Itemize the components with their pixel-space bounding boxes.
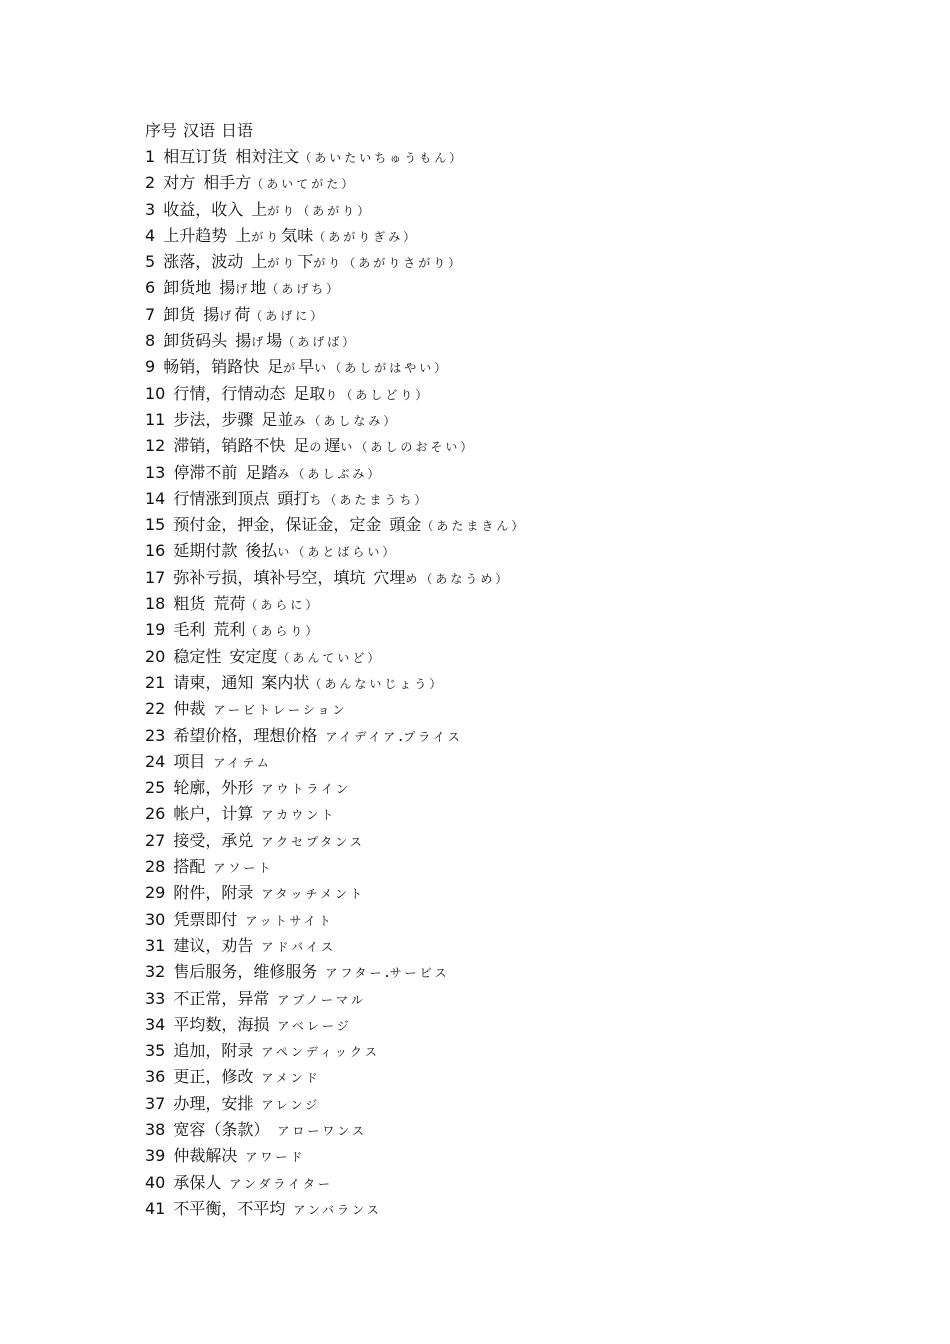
row-japanese-term: アウトライン	[261, 782, 352, 797]
row-number: 40	[145, 1172, 166, 1192]
row-number: 30	[145, 909, 166, 929]
row-number: 1	[145, 147, 156, 166]
glossary-row	[145, 775, 905, 801]
row-number: 14	[145, 488, 166, 508]
glossary-row	[145, 1091, 905, 1117]
row-chinese-term: 弥补亏损，填补号空，填坑	[173, 567, 366, 587]
row-japanese-term: アベレージ	[277, 1018, 352, 1033]
row-chinese-term: 涨落，波动	[163, 252, 244, 272]
row-number: 11	[145, 409, 166, 429]
row-number: 17	[145, 567, 166, 587]
row-chinese-term: 项目	[173, 751, 206, 771]
row-chinese-term: 卸货	[163, 304, 196, 324]
row-japanese-term: アンダライター	[229, 1176, 334, 1191]
glossary-row	[145, 486, 905, 512]
row-chinese-term: 滞销，销路不快	[173, 436, 286, 456]
row-japanese-term: アワード	[245, 1150, 306, 1165]
row-chinese-term: 行情，行情动态	[173, 383, 286, 403]
row-chinese-term: 步法，步骤	[173, 409, 254, 429]
row-number: 37	[145, 1093, 166, 1113]
row-number: 27	[145, 830, 166, 850]
row-chinese-term: 售后服务，维修服务	[173, 962, 318, 982]
row-number: 33	[145, 988, 166, 1008]
glossary-row	[145, 880, 905, 906]
row-number: 16	[145, 541, 166, 561]
row-chinese-term: 接受，承兑	[173, 830, 254, 850]
row-japanese-term: 上がり下がり（あがりさがり）	[251, 252, 464, 272]
glossary-row	[145, 907, 905, 933]
glossary-row	[145, 696, 905, 722]
header-col-chinese: 汉语	[183, 121, 216, 140]
row-japanese-term: アフター.サービス	[325, 962, 450, 982]
row-chinese-term: 畅销，销路快	[163, 357, 260, 377]
row-japanese-term: アタッチメント	[261, 887, 366, 902]
row-number: 23	[145, 725, 166, 745]
row-number: 10	[145, 383, 166, 403]
row-japanese-term: 荒利（あらり）	[213, 620, 321, 640]
row-chinese-term: 延期付款	[173, 541, 238, 561]
row-japanese-term: 揚げ荷（あげに）	[203, 304, 326, 324]
row-number: 18	[145, 594, 166, 614]
row-chinese-term: 承保人	[173, 1172, 222, 1192]
glossary-row	[145, 328, 905, 354]
glossary-row	[145, 1196, 905, 1222]
row-japanese-term: 足が早い（あしがはやい）	[267, 357, 450, 377]
row-number: 15	[145, 515, 166, 535]
row-japanese-term: アブノーマル	[277, 992, 367, 1007]
row-chinese-term: 建议，劝告	[173, 935, 254, 955]
row-chinese-term: 凭票即付	[173, 909, 238, 929]
glossary-row	[145, 144, 905, 170]
row-chinese-term: 仲裁	[173, 699, 206, 719]
row-number: 7	[145, 304, 156, 324]
row-chinese-term: 相互订货	[163, 147, 228, 166]
row-chinese-term: 不正常，异常	[173, 988, 270, 1008]
header-col-japanese: 日语	[221, 121, 254, 140]
row-chinese-term: 粗货	[173, 594, 206, 614]
row-japanese-term: 穴埋め（あなうめ）	[373, 567, 511, 587]
glossary-row	[145, 723, 905, 749]
glossary-row	[145, 460, 905, 486]
row-number: 2	[145, 173, 156, 193]
glossary-row	[145, 854, 905, 880]
row-number: 6	[145, 278, 156, 298]
glossary-row	[145, 407, 905, 433]
row-chinese-term: 卸货地	[163, 278, 212, 298]
row-japanese-term: アクセプタンス	[261, 834, 365, 849]
row-chinese-term: 仲裁解决	[173, 1146, 238, 1166]
glossary-row	[145, 933, 905, 959]
row-number: 35	[145, 1041, 166, 1061]
row-japanese-term: アイテム	[213, 755, 272, 770]
row-japanese-term: アービトレーション	[213, 703, 348, 718]
row-japanese-term: 荒荷（あらに）	[213, 594, 321, 614]
row-japanese-term: 案内状（あんないじょう）	[261, 672, 445, 692]
row-number: 19	[145, 620, 166, 640]
row-number: 39	[145, 1146, 166, 1166]
row-japanese-term: 頭金（あたまきん）	[389, 515, 527, 535]
row-japanese-term: 後払い（あとばらい）	[245, 541, 398, 561]
row-japanese-term: 揚げ場（あげば）	[235, 331, 358, 351]
row-number: 36	[145, 1067, 166, 1087]
glossary-row	[145, 275, 905, 301]
row-chinese-term: 行情涨到顶点	[173, 488, 270, 508]
row-chinese-term: 更正，修改	[173, 1067, 254, 1087]
glossary-row	[145, 1012, 905, 1038]
row-number: 38	[145, 1119, 166, 1139]
row-japanese-term: 安定度（あんていど）	[229, 646, 383, 666]
row-number: 13	[145, 462, 166, 482]
glossary-row	[145, 1038, 905, 1064]
glossary-row	[145, 223, 905, 249]
row-number: 31	[145, 935, 166, 955]
row-number: 29	[145, 883, 166, 903]
row-number: 25	[145, 778, 166, 798]
row-chinese-term: 卸货码头	[163, 331, 228, 351]
row-number: 34	[145, 1014, 166, 1034]
glossary-row	[145, 302, 905, 328]
glossary-row	[145, 354, 905, 380]
glossary-row	[145, 801, 905, 827]
glossary-header	[145, 118, 905, 144]
row-chinese-term: 不平衡，不平均	[173, 1198, 286, 1218]
row-chinese-term: 收益，收入	[163, 199, 244, 219]
row-japanese-term: 相対注文（あいたいちゅうもん）	[235, 147, 465, 166]
row-japanese-term: 揚げ地（あげち）	[219, 278, 342, 298]
row-number: 9	[145, 357, 156, 377]
row-japanese-term: 足の遅い（あしのおそい）	[293, 436, 476, 456]
row-number: 26	[145, 804, 166, 824]
row-chinese-term: 对方	[163, 173, 196, 193]
row-japanese-term: 上がり気味（あがりぎみ）	[235, 225, 419, 245]
glossary-row	[145, 538, 905, 564]
row-japanese-term: アソート	[213, 861, 274, 876]
glossary-content	[145, 118, 905, 1222]
row-japanese-term: アローワンス	[277, 1123, 368, 1138]
glossary-row	[145, 1170, 905, 1196]
glossary-row	[145, 1064, 905, 1090]
row-number: 22	[145, 699, 166, 719]
row-chinese-term: 搭配	[173, 857, 206, 877]
row-japanese-term: 頭打ち（あたまうち）	[277, 488, 430, 508]
row-number: 12	[145, 436, 166, 456]
row-number: 21	[145, 672, 166, 692]
glossary-row	[145, 617, 905, 643]
row-japanese-term: アドバイス	[261, 939, 337, 954]
row-chinese-term: 宽容（条款）	[173, 1119, 270, 1139]
row-chinese-term: 帐户，计算	[173, 804, 254, 824]
row-chinese-term: 稳定性	[173, 646, 222, 666]
row-number: 41	[145, 1198, 166, 1218]
glossary-row	[145, 591, 905, 617]
glossary-row	[145, 197, 905, 223]
row-japanese-term: アペンディックス	[261, 1045, 380, 1060]
glossary-row	[145, 1143, 905, 1169]
row-chinese-term: 请柬，通知	[173, 672, 254, 692]
row-chinese-term: 办理，安排	[173, 1093, 254, 1113]
glossary-row	[145, 1117, 905, 1143]
row-number: 20	[145, 646, 166, 666]
row-chinese-term: 轮廓，外形	[173, 778, 254, 798]
row-chinese-term: 附件，附录	[173, 883, 254, 903]
row-japanese-term: 足取り（あしどり）	[293, 383, 431, 403]
row-number: 28	[145, 857, 166, 877]
row-number: 5	[145, 252, 156, 272]
header-col-number: 序号	[145, 121, 178, 140]
row-number: 24	[145, 751, 166, 771]
row-number: 8	[145, 331, 156, 351]
glossary-row	[145, 749, 905, 775]
glossary-row	[145, 170, 905, 196]
row-japanese-term: アカウント	[261, 808, 337, 823]
glossary-row	[145, 670, 905, 696]
row-number: 3	[145, 199, 156, 219]
glossary-row	[145, 644, 905, 670]
glossary-row	[145, 565, 905, 591]
row-japanese-term: 上がり（あがり）	[251, 199, 373, 219]
row-japanese-term: アイデイア.プライス	[325, 725, 463, 745]
row-japanese-term: アレンジ	[261, 1097, 321, 1112]
row-japanese-term: アットサイト	[245, 913, 334, 928]
row-chinese-term: 平均数，海损	[173, 1014, 270, 1034]
row-chinese-term: 毛利	[173, 620, 206, 640]
row-japanese-term: アンバランス	[293, 1202, 382, 1217]
row-chinese-term: 追加，附录	[173, 1041, 254, 1061]
row-number: 4	[145, 225, 156, 245]
glossary-row	[145, 828, 905, 854]
row-japanese-term: 相手方（あいてがた）	[203, 173, 357, 193]
glossary-list	[145, 144, 905, 1222]
row-japanese-term: 足並み（あしなみ）	[261, 409, 399, 429]
row-number: 32	[145, 962, 166, 982]
row-chinese-term: 预付金，押金，保证金，定金	[173, 515, 382, 535]
row-chinese-term: 上升趋势	[163, 225, 228, 245]
glossary-row	[145, 249, 905, 275]
glossary-row	[145, 959, 905, 985]
glossary-row	[145, 512, 905, 538]
row-japanese-term: 足踏み（あしぶみ）	[245, 462, 383, 482]
glossary-row	[145, 381, 905, 407]
row-chinese-term: 停滞不前	[173, 462, 238, 482]
glossary-row	[145, 433, 905, 459]
row-chinese-term: 希望价格，理想价格	[173, 725, 318, 745]
row-japanese-term: アメンド	[261, 1071, 321, 1086]
glossary-row	[145, 986, 905, 1012]
